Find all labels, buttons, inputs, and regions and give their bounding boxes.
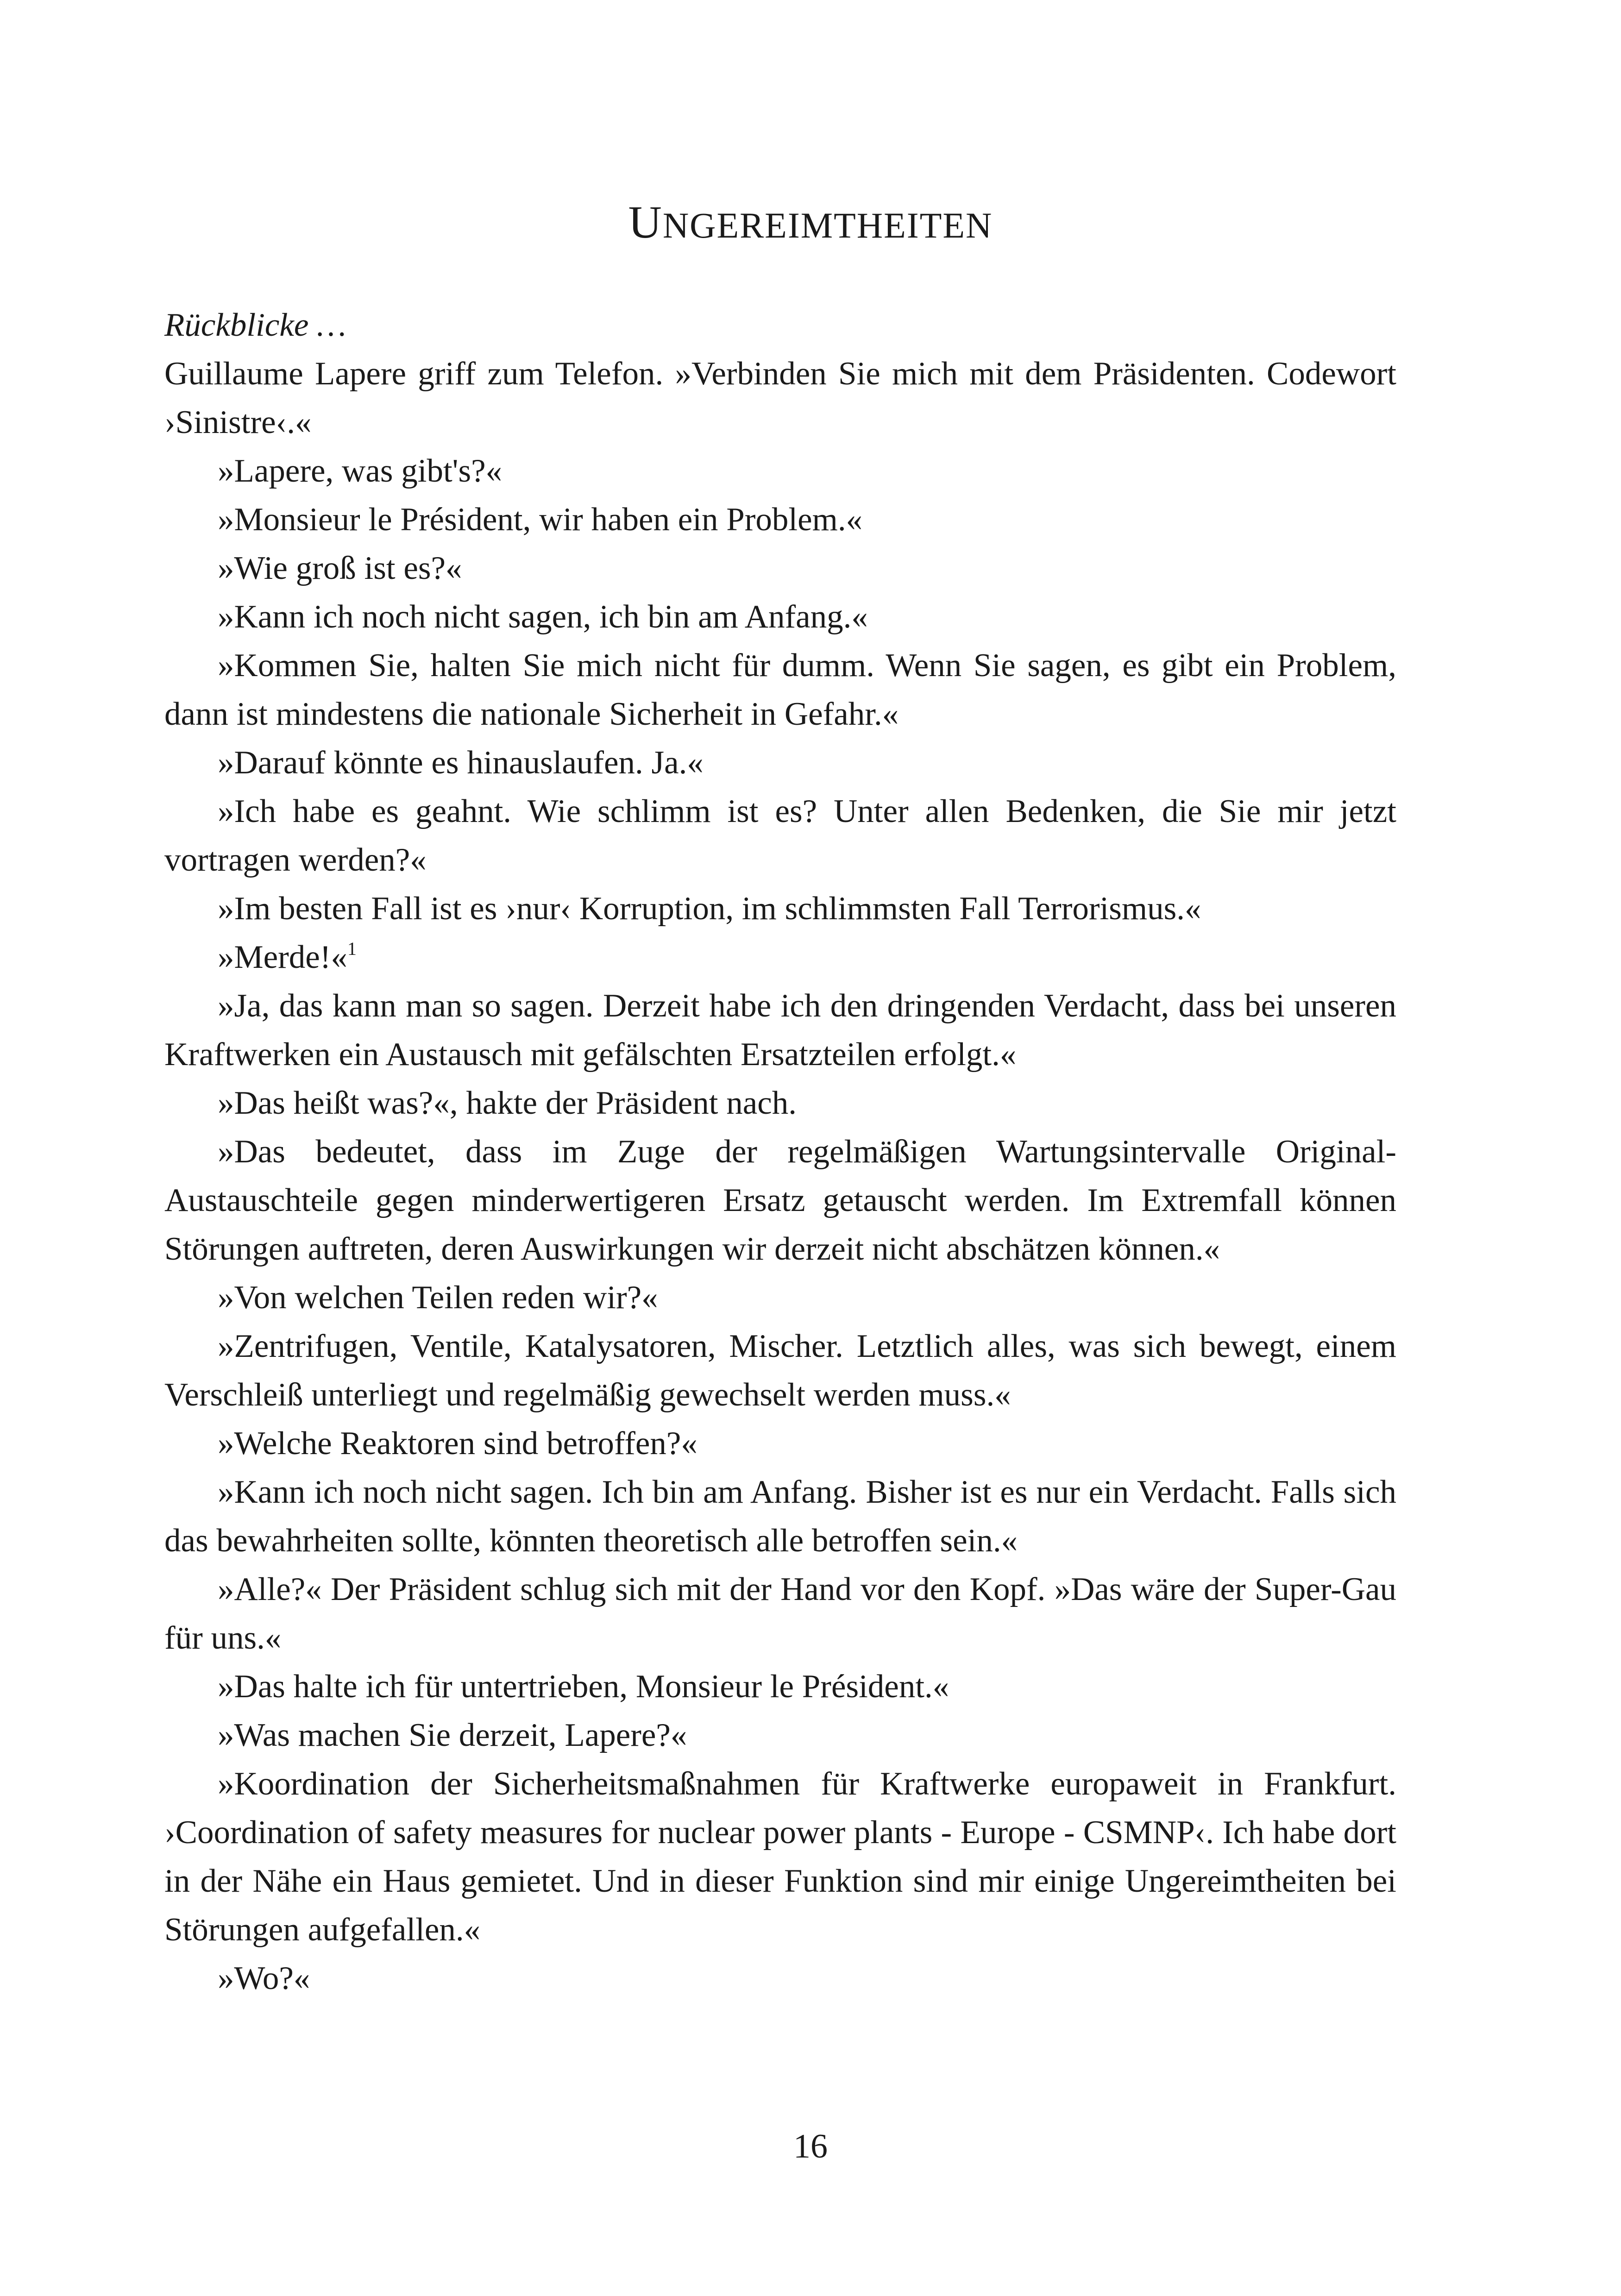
paragraph bbox=[164, 1760, 1396, 1954]
paragraph bbox=[164, 982, 1396, 1079]
paragraph bbox=[164, 1954, 1396, 2003]
paragraph bbox=[164, 593, 1396, 641]
footnote-marker: 1 bbox=[347, 938, 357, 959]
paragraph-text: »Koordination der Sicherheitsmaßnahmen für Kraftwerke europaweit in Frankfurt. ›Coordination of safety measures for nuclear power plants - Europe - CSMNP‹. Ich habe dort in der Nähe ein Haus gemietet. Und in dieser Funktion sind mir einige Ungereimtheiten bei Störungen aufgefallen.« bbox=[164, 1766, 1396, 1948]
paragraph-text: »Wie groß ist es?« bbox=[218, 550, 462, 586]
paragraph bbox=[164, 1565, 1396, 1662]
paragraph bbox=[164, 544, 1396, 593]
paragraph-text: »Lapere, was gibt's?« bbox=[218, 453, 503, 489]
paragraph bbox=[164, 496, 1396, 544]
chapter-title-rest: NGEREIMTHEITEN bbox=[662, 205, 993, 245]
paragraph bbox=[164, 739, 1396, 787]
intro-line: Rückblicke … bbox=[164, 307, 346, 343]
paragraph-text: »Kann ich noch nicht sagen. Ich bin am Anfang. Bisher ist es nur ein Verdacht. Falls sich das bewahrheiten sollte, könnten theoretisch alle betroffen sein.« bbox=[164, 1474, 1396, 1559]
paragraph bbox=[164, 787, 1396, 885]
page-number: 16 bbox=[793, 2127, 828, 2165]
paragraph-text: »Merde!« bbox=[218, 939, 347, 975]
body-text bbox=[164, 301, 1396, 2003]
paragraph-text: »Monsieur le Président, wir haben ein Problem.« bbox=[218, 502, 863, 538]
paragraph bbox=[164, 641, 1396, 739]
paragraph-text: »Alle?« Der Präsident schlug sich mit der Hand vor den Kopf. »Das wäre der Super-Gau für uns.« bbox=[164, 1571, 1396, 1656]
paragraph-text: »Das heißt was?«, hakte der Präsident nach. bbox=[218, 1085, 797, 1121]
paragraph-list bbox=[164, 350, 1396, 2003]
paragraph-text: »Das bedeutet, dass im Zuge der regelmäßigen Wartungsintervalle Original-Austauschteile gegen minderwertigeren Ersatz getauscht werden. Im Extremfall können Störungen auftreten, deren Auswirkungen wir derzeit nicht abschätzen können.« bbox=[164, 1134, 1396, 1267]
paragraph-text: »Zentrifugen, Ventile, Katalysatoren, Mischer. Letztlich alles, was sich bewegt, einem Verschleiß unterliegt und regelmäßig gewechselt werden muss.« bbox=[164, 1328, 1396, 1413]
paragraph bbox=[164, 1419, 1396, 1468]
paragraph-text: »Das halte ich für untertrieben, Monsieur le Président.« bbox=[218, 1669, 949, 1705]
paragraph-text: »Welche Reaktoren sind betroffen?« bbox=[218, 1425, 697, 1462]
paragraph bbox=[164, 1711, 1396, 1760]
paragraph-text: »Ja, das kann man so sagen. Derzeit habe ich den dringenden Verdacht, dass bei unseren Kraftwerken ein Austausch mit gefälschten Ersatzteilen erfolgt.« bbox=[164, 988, 1396, 1073]
paragraph bbox=[164, 885, 1396, 933]
paragraph-text: »Wo?« bbox=[218, 1960, 310, 1996]
chapter-title bbox=[0, 192, 1621, 256]
paragraph bbox=[164, 1322, 1396, 1419]
paragraph-text: »Ich habe es geahnt. Wie schlimm ist es? Unter allen Bedenken, die Sie mir jetzt vortragen werden?« bbox=[164, 793, 1396, 878]
paragraph bbox=[164, 447, 1396, 496]
paragraph bbox=[164, 350, 1396, 447]
paragraph-text: »Darauf könnte es hinauslaufen. Ja.« bbox=[218, 745, 704, 781]
paragraph bbox=[164, 1468, 1396, 1565]
paragraph-text: Guillaume Lapere griff zum Telefon. »Verbinden Sie mich mit dem Präsidenten. Codewort ›Sinistre‹.« bbox=[164, 356, 1396, 440]
paragraph-text: »Kommen Sie, halten Sie mich nicht für dumm. Wenn Sie sagen, es gibt ein Problem, dann ist mindestens die nationale Sicherheit in Gefahr.« bbox=[164, 647, 1396, 732]
paragraph-text: »Im besten Fall ist es ›nur‹ Korruption, im schlimmsten Fall Terrorismus.« bbox=[218, 891, 1201, 927]
paragraph-text: »Von welchen Teilen reden wir?« bbox=[218, 1280, 658, 1316]
chapter-title-initial: U bbox=[628, 196, 663, 248]
paragraph bbox=[164, 933, 1396, 982]
paragraph bbox=[164, 1273, 1396, 1322]
paragraph bbox=[164, 1128, 1396, 1273]
paragraph bbox=[164, 1662, 1396, 1711]
paragraph-text: »Was machen Sie derzeit, Lapere?« bbox=[218, 1717, 687, 1753]
paragraph bbox=[164, 1079, 1396, 1128]
paragraph-text: »Kann ich noch nicht sagen, ich bin am Anfang.« bbox=[218, 599, 868, 635]
